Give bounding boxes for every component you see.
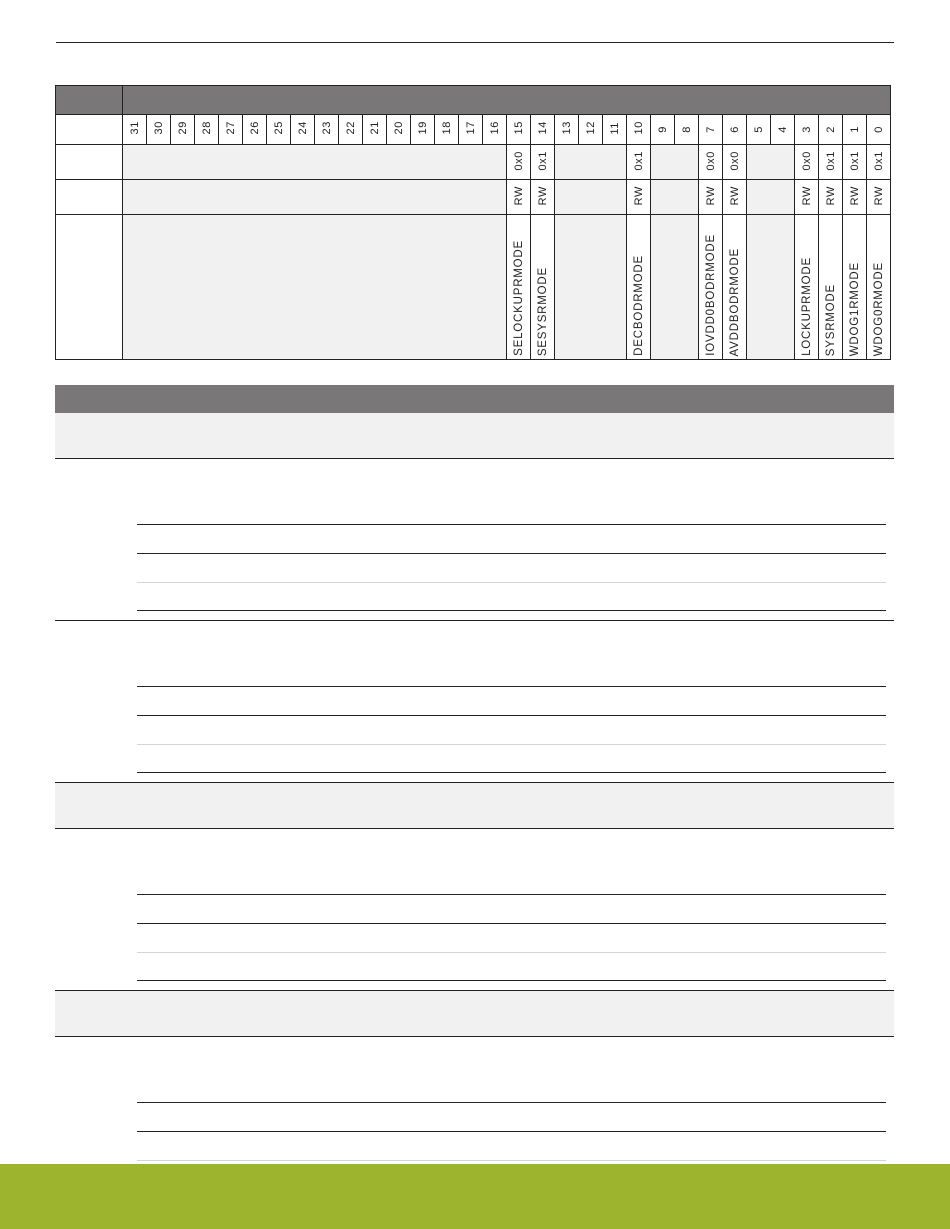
enum-row-divider <box>137 1102 886 1103</box>
reset-value: 0x0 <box>704 150 717 171</box>
bit-12-cell <box>579 115 603 145</box>
field-name: SELOCKUPRMODE <box>512 240 525 356</box>
enum-row-divider <box>137 744 886 745</box>
name-cell-bit-14 <box>531 215 555 360</box>
enum-row-divider <box>137 923 886 924</box>
bit-1-cell <box>843 115 867 145</box>
bit-26-cell <box>243 115 267 145</box>
bit-14-cell <box>531 115 555 145</box>
field-description-row <box>55 621 894 783</box>
enum-row-divider <box>137 952 886 953</box>
bit-19-cell <box>411 115 435 145</box>
access-cell-bit-6 <box>723 180 747 215</box>
bit-number: 6 <box>728 125 741 133</box>
reset-value: 0x0 <box>512 150 525 171</box>
access-cell-bit-1 <box>843 180 867 215</box>
bit-15-cell <box>507 115 531 145</box>
reserved-cell <box>555 180 627 215</box>
row-label-cell <box>56 180 123 215</box>
field-description-row <box>55 1037 894 1177</box>
access-value: RW <box>728 185 741 206</box>
bit-22-cell <box>339 115 363 145</box>
bit-31-cell <box>123 115 147 145</box>
bit-number: 5 <box>752 125 765 133</box>
access-cell-bit-15 <box>507 180 531 215</box>
reset-cell-bit-10 <box>627 145 651 180</box>
reserved-cell <box>651 145 699 180</box>
bit-number: 27 <box>224 121 237 135</box>
bit-5-cell <box>747 115 771 145</box>
enum-row-divider <box>137 894 886 895</box>
bit-number: 14 <box>536 121 549 135</box>
field-name: SESYSRMODE <box>536 266 549 356</box>
field-name: WDOG1RMODE <box>848 261 861 356</box>
footer-band <box>0 1164 950 1229</box>
bit-number: 23 <box>320 121 333 135</box>
name-cell-bit-1 <box>843 215 867 360</box>
enum-row-divider <box>137 980 886 981</box>
bit-18-cell <box>435 115 459 145</box>
bit-number: 10 <box>632 121 645 135</box>
bit-2-cell <box>819 115 843 145</box>
access-value: RW <box>872 185 885 206</box>
access-cell-bit-10 <box>627 180 651 215</box>
bit-10-cell <box>627 115 651 145</box>
bit-number: 21 <box>368 121 381 135</box>
bit-number: 3 <box>800 125 813 133</box>
access-value: RW <box>632 185 645 206</box>
enum-row-divider <box>137 686 886 687</box>
bit-8-cell <box>675 115 699 145</box>
bit-number: 18 <box>440 121 453 135</box>
bit-21-cell <box>363 115 387 145</box>
reserved-cell <box>651 215 699 360</box>
bit-number: 20 <box>392 121 405 135</box>
bit-9-cell <box>651 115 675 145</box>
field-description-row <box>55 459 894 621</box>
field-name: LOCKUPRMODE <box>800 257 813 356</box>
reserved-cell <box>747 145 795 180</box>
enum-row-divider <box>137 524 886 525</box>
bit-number: 9 <box>656 125 669 133</box>
name-cell-bit-6 <box>723 215 747 360</box>
register-header-row <box>56 86 891 115</box>
bit-number: 2 <box>824 125 837 133</box>
reset-value: 0x0 <box>728 150 741 171</box>
bit-number: 1 <box>848 125 861 133</box>
bit-28-cell <box>195 115 219 145</box>
bit-number: 28 <box>200 121 213 135</box>
reset-cell-bit-6 <box>723 145 747 180</box>
access-value: RW <box>512 185 525 206</box>
field-name: IOVDD0BODRMODE <box>704 234 717 356</box>
field-description-table <box>55 385 894 1177</box>
bit-number: 0 <box>872 125 885 133</box>
bit-number: 19 <box>416 121 429 135</box>
register-header-cell <box>56 86 123 115</box>
bit-number: 8 <box>680 125 693 133</box>
row-label-cell <box>56 115 123 145</box>
bit-number: 29 <box>176 121 189 135</box>
top-rule <box>56 42 894 43</box>
bit-6-cell <box>723 115 747 145</box>
name-cell-bit-3 <box>795 215 819 360</box>
bit-23-cell <box>315 115 339 145</box>
field-description-row <box>55 829 894 991</box>
name-cell-bit-0 <box>867 215 891 360</box>
access-row <box>56 180 891 215</box>
bit-number: 16 <box>488 121 501 135</box>
reserved-cell <box>555 145 627 180</box>
bit-29-cell <box>171 115 195 145</box>
bit-number: 25 <box>272 121 285 135</box>
reset-value: 0x0 <box>800 150 813 171</box>
access-cell-bit-3 <box>795 180 819 215</box>
row-label-cell <box>56 145 123 180</box>
reset-cell-bit-0 <box>867 145 891 180</box>
bit-number-row <box>56 115 891 145</box>
enum-row-divider <box>137 1131 886 1132</box>
bit-number: 13 <box>560 121 573 135</box>
enum-row-divider <box>137 610 886 611</box>
enum-row-divider <box>137 715 886 716</box>
reset-cell-bit-1 <box>843 145 867 180</box>
enum-row-divider <box>137 582 886 583</box>
access-value: RW <box>848 185 861 206</box>
bit-0-cell <box>867 115 891 145</box>
access-cell-bit-7 <box>699 180 723 215</box>
bit-30-cell <box>147 115 171 145</box>
reset-cell-bit-14 <box>531 145 555 180</box>
enum-row-divider <box>137 553 886 554</box>
bit-number: 15 <box>512 121 525 135</box>
reserved-cell <box>123 145 507 180</box>
reserved-cell <box>747 215 795 360</box>
reset-cell-bit-7 <box>699 145 723 180</box>
reset-value: 0x1 <box>536 150 549 171</box>
bit-number: 26 <box>248 121 261 135</box>
bit-3-cell <box>795 115 819 145</box>
reset-cell-bit-15 <box>507 145 531 180</box>
name-cell-bit-10 <box>627 215 651 360</box>
reserved-cell <box>747 180 795 215</box>
reserved-cell <box>123 215 507 360</box>
reserved-cell <box>651 180 699 215</box>
access-value: RW <box>800 185 813 206</box>
name-cell-bit-7 <box>699 215 723 360</box>
field-name-row <box>56 215 891 360</box>
row-label-cell <box>56 215 123 360</box>
name-cell-bit-15 <box>507 215 531 360</box>
register-header-cell <box>123 86 891 115</box>
field-name: AVDDBODRMODE <box>728 247 741 356</box>
access-cell-bit-14 <box>531 180 555 215</box>
reserved-cell <box>555 215 627 360</box>
bit-number: 12 <box>584 121 597 135</box>
enum-row-divider <box>137 772 886 773</box>
reset-value: 0x1 <box>632 150 645 171</box>
access-value: RW <box>824 185 837 206</box>
bit-4-cell <box>771 115 795 145</box>
reserved-description-row <box>55 991 894 1037</box>
bit-number: 11 <box>608 121 621 135</box>
reserved-description-row <box>55 783 894 829</box>
bit-number: 30 <box>152 121 165 135</box>
access-cell-bit-2 <box>819 180 843 215</box>
access-value: RW <box>536 185 549 206</box>
description-header-row <box>55 385 894 413</box>
bit-number: 22 <box>344 121 357 135</box>
field-name: DECBODRMODE <box>632 255 645 356</box>
reset-value-row <box>56 145 891 180</box>
bit-16-cell <box>483 115 507 145</box>
enum-row-divider <box>137 1160 886 1161</box>
name-cell-bit-2 <box>819 215 843 360</box>
bit-number: 4 <box>776 125 789 133</box>
bit-17-cell <box>459 115 483 145</box>
reserved-cell <box>123 180 507 215</box>
field-name: WDOG0RMODE <box>872 261 885 356</box>
reset-cell-bit-3 <box>795 145 819 180</box>
bit-number: 17 <box>464 121 477 135</box>
reset-cell-bit-2 <box>819 145 843 180</box>
bit-20-cell <box>387 115 411 145</box>
access-cell-bit-0 <box>867 180 891 215</box>
bit-24-cell <box>291 115 315 145</box>
reserved-description-row <box>55 413 894 459</box>
field-name: SYSRMODE <box>824 283 837 356</box>
bit-number: 24 <box>296 121 309 135</box>
access-value: RW <box>704 185 717 206</box>
bit-11-cell <box>603 115 627 145</box>
bit-25-cell <box>267 115 291 145</box>
register-bit-table <box>55 85 891 360</box>
bit-number: 7 <box>704 125 717 133</box>
reset-value: 0x1 <box>848 150 861 171</box>
bit-number: 31 <box>128 121 141 135</box>
reset-value: 0x1 <box>872 150 885 171</box>
reset-value: 0x1 <box>824 150 837 171</box>
bit-7-cell <box>699 115 723 145</box>
bit-13-cell <box>555 115 579 145</box>
bit-27-cell <box>219 115 243 145</box>
